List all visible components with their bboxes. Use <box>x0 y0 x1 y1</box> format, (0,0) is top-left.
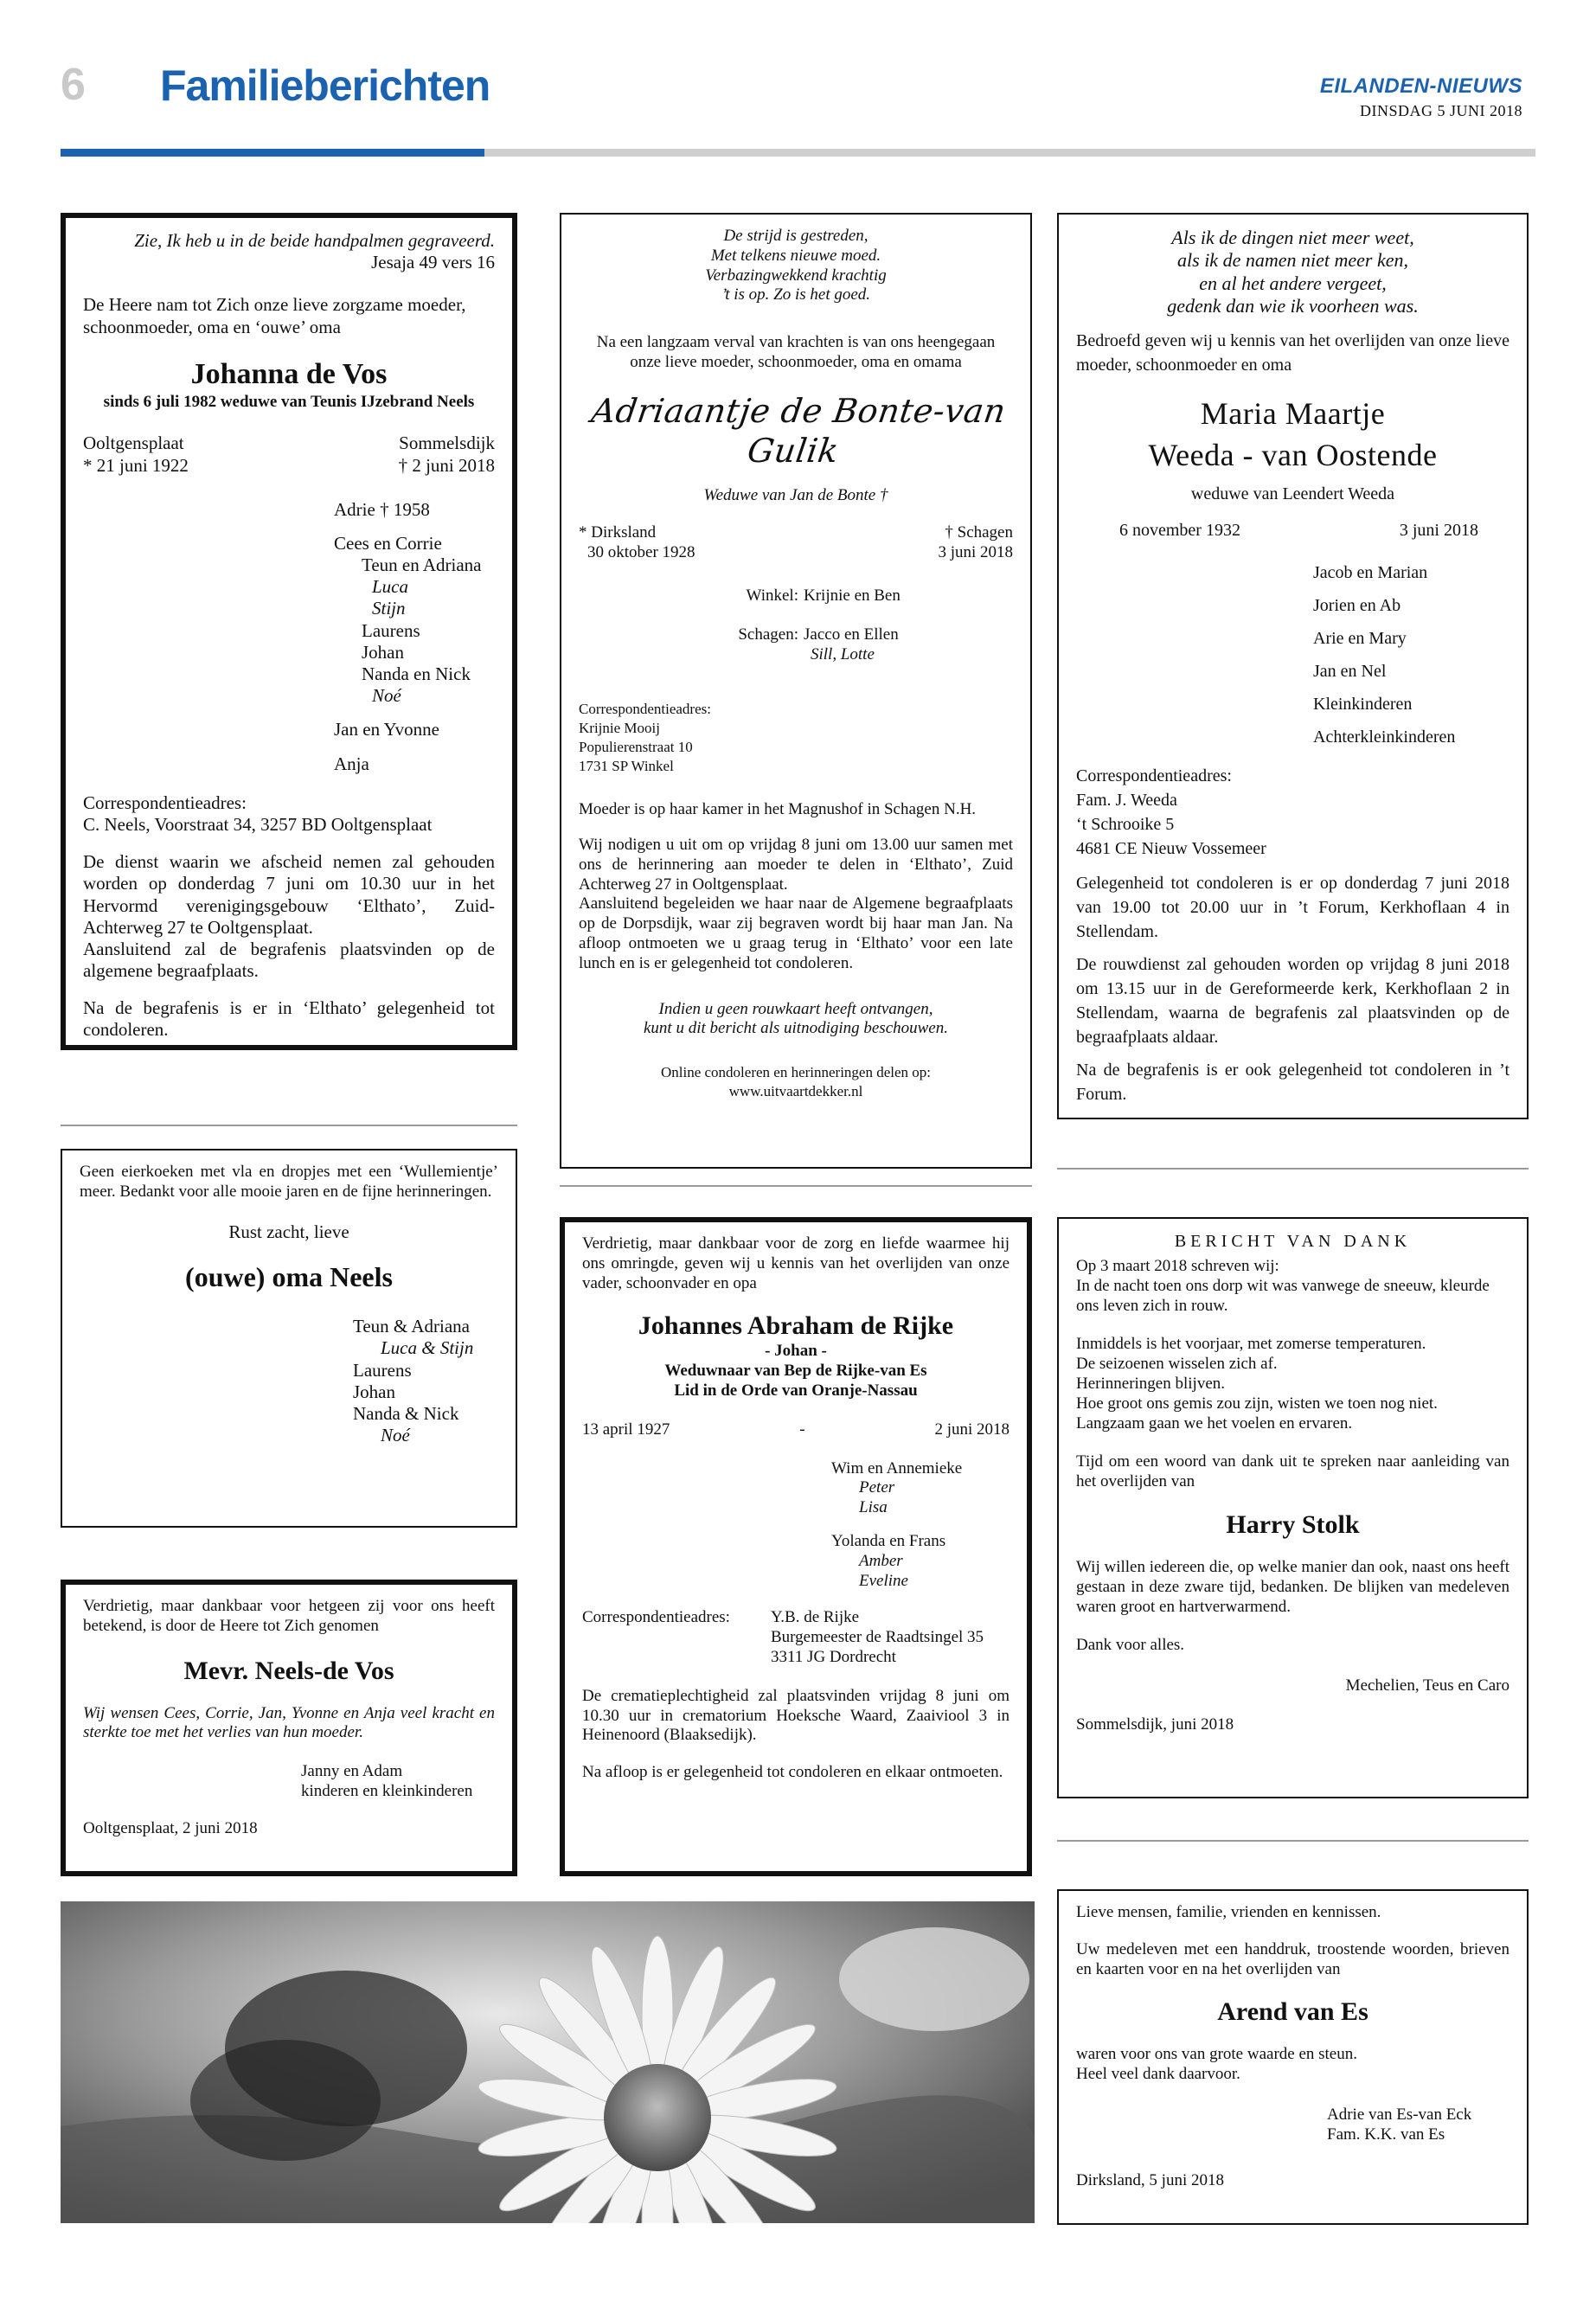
signature: Adrie van Es-van Eck <box>1327 2105 1472 2124</box>
correspondence-line: Fam. J. Weeda <box>1076 790 1177 810</box>
message-line: Herinneringen blijven. <box>1076 1374 1226 1393</box>
poem-line: De strijd is gestreden, <box>723 227 869 245</box>
deceased-name: Harry Stolk <box>1226 1509 1360 1539</box>
death-notice-johanna-de-vos <box>61 213 517 1050</box>
family-member: Yolanda en Frans <box>831 1531 946 1550</box>
message-line: Inmiddels is het voorjaar, met zomerse temperaturen. <box>1076 1335 1426 1354</box>
family-member: Sill, Lotte <box>811 644 875 663</box>
burial-info: Aansluitend begeleiden we haar naar de Algemene begraafplaats op de Dorpsdijk, waar zij begraven wordt bij haar man Jan. Na afloop ontmoeten we u graag terug in ‘Elthato’ voor een late lunch en is er gelegenheid tot condoleren. <box>579 894 1013 972</box>
message-line: Tijd om een woord van dank uit te spreken naar aanleiding van het overlijden van <box>1076 1452 1509 1491</box>
deceased-name: (ouwe) oma Neels <box>185 1260 393 1292</box>
farewell-oma-neels <box>61 1149 517 1528</box>
deceased-nickname: - Johan - <box>765 1342 827 1361</box>
card-note: Indien u geen rouwkaart heeft ontvangen, <box>658 999 933 1018</box>
correspondence-line: 1731 SP Winkel <box>579 758 674 775</box>
death-date: 3 juni 2018 <box>938 542 1013 561</box>
column-separator <box>1057 1168 1529 1170</box>
condolence-info: Na de begrafenis is er in ‘Elthato’ gelegenheid tot condoleren. <box>83 997 495 1041</box>
family-member: Achterkleinkinderen <box>1313 727 1456 747</box>
message-line: Heel veel dank daarvoor. <box>1076 2065 1240 2084</box>
message-text: Geen eierkoeken met vla en dropjes met een ‘Wullemientje’ meer. Bedankt voor alle mooie jaren en de fijne herinneringen. <box>80 1163 498 1201</box>
death-date: † 2 juni 2018 <box>398 454 495 476</box>
poem-line: als ik de namen niet meer ken, <box>1177 249 1408 272</box>
poem-line: Verbazingwekkend krachtig <box>705 266 887 285</box>
death-notice-mevr-neels <box>61 1580 517 1876</box>
burial-info: Aansluitend zal de begrafenis plaatsvinden op de algemene begraafplaats. <box>83 938 495 982</box>
notice-title: BERICHT VAN DANK <box>1174 1232 1412 1251</box>
family-member: Amber <box>859 1551 903 1570</box>
service-info: De dienst waarin we afscheid nemen zal gehouden worden op donderdag 7 juni om 10.30 uur in het Hervormd verenigingsgebouw ‘Elthato’, Zuid-Achterweg 27 te Ooltgensplaat. <box>83 851 495 938</box>
newspaper-logo[interactable]: EILANDEN-NIEUWS <box>1319 74 1522 98</box>
thank-you-arend-van-es <box>1057 1889 1529 2225</box>
poem-line: gedenk dan wie ik voorheen was. <box>1167 295 1419 317</box>
death-place: † Schagen <box>945 522 1013 542</box>
poem-line: ’t is op. Zo is het goed. <box>721 285 871 304</box>
death-notice-adriaantje-de-bonte <box>560 213 1032 1169</box>
column-separator <box>61 1125 517 1126</box>
birth-place: Ooltgensplaat <box>83 433 184 454</box>
deceased-name: Mevr. Neels-de Vos <box>183 1656 394 1685</box>
birth-place: * Dirksland <box>579 522 657 542</box>
intro-text: Verdrietig, maar dankbaar voor de zorg en liefde waarmee hij ons omringde, geven wij u kennis van het overlijden van onze vader, schoonvader en opa <box>582 1234 1010 1292</box>
intro-text: onze lieve moeder, schoonmoeder, oma en omama <box>630 352 962 371</box>
family-member: Nanda & Nick <box>353 1402 459 1424</box>
intro-text: Na een langzaam verval van krachten is van ons heengegaan <box>596 333 996 352</box>
section-title: Familieberichten <box>160 61 490 110</box>
family-member: Noé <box>381 1425 410 1446</box>
family-list <box>579 586 1013 664</box>
message-line: Hoe groot ons gemis zou zijn, wisten we toen nog niet. <box>1076 1394 1438 1413</box>
poem-line: en al het andere vergeet, <box>1199 272 1387 294</box>
condolence-website-link[interactable]: www.uitvaartdekker.nl <box>728 1083 863 1100</box>
birth-date: 6 november 1932 <box>1119 520 1240 540</box>
widow-of: weduwe van Leendert Weeda <box>1190 484 1395 503</box>
family-place: Schagen: <box>738 625 798 644</box>
daisy-photo <box>61 1901 1035 2223</box>
family-member: Jan en Yvonne <box>334 719 439 740</box>
place-date: Sommelsdijk, juni 2018 <box>1076 1715 1234 1734</box>
signature: kinderen en kleinkinderen <box>301 1781 473 1800</box>
correspondence-line: 3311 JG Dordrecht <box>771 1647 896 1666</box>
message-line: Langzaam gaan we het voelen en ervaren. <box>1076 1413 1353 1433</box>
invitation-info: Wij nodigen u uit om op vrijdag 8 juni om 13.00 uur samen met ons de herinnering aan moeder te delen in ‘Elthato’, Zuid Achterweg 27 in Ooltgensplaat. <box>579 835 1013 894</box>
correspondence-address: C. Neels, Voorstraat 34, 3257 BD Ooltgensplaat <box>83 813 433 835</box>
family-member: Arie en Mary <box>1313 628 1407 648</box>
thanks-text: Wij willen iedereen die, op welke manier dan ook, naast ons heeft gestaan in deze zware tijd, bedanken. De blijken van medeleven waren groot en hartverwarmend. <box>1076 1557 1509 1616</box>
intro-text: Bedroefd geven wij u kennis van het overlijden van onze lieve moeder, schoonmoeder en oma <box>1076 330 1509 375</box>
family-member: Luca <box>372 576 408 598</box>
family-member: Jacob en Marian <box>1313 562 1428 582</box>
family-list <box>831 1459 1010 1592</box>
correspondence-line: ‘t Schrooike 5 <box>1076 814 1175 834</box>
grandchildren-list <box>353 1316 498 1446</box>
issue-date: DINSDAG 5 JUNI 2018 <box>1360 102 1522 119</box>
death-date: 3 juni 2018 <box>1399 520 1478 540</box>
family-member: Jan en Nel <box>1313 661 1387 681</box>
deceased-name: Johanna de Vos <box>190 357 388 390</box>
bible-verse: Zie, Ik heb u in de beide handpalmen gegraveerd. <box>134 230 495 251</box>
condolence-info: Gelegenheid tot condoleren is er op donderdag 7 juni 2018 van 19.00 tot 20.00 uur in ’t Forum, Kerkhoflaan 4 in Stellendam. <box>1076 873 1509 941</box>
signature: Janny en Adam <box>301 1762 403 1781</box>
header-rule-accent <box>61 149 484 157</box>
birth-date: 30 oktober 1928 <box>587 542 695 561</box>
death-date: 2 juni 2018 <box>934 1420 1010 1439</box>
family-member: Peter <box>859 1478 895 1497</box>
family-member: Adrie † 1958 <box>334 498 430 520</box>
message-line: waren voor ons van grote waarde en steun. <box>1076 2045 1357 2064</box>
family-member: Stijn <box>372 598 406 619</box>
column-separator <box>560 1185 1032 1187</box>
correspondence-label: Correspondentieadres: <box>1076 766 1232 785</box>
cremation-info: De crematieplechtigheid zal plaatsvinden vrijdag 8 juni om 10.30 uur in crematorium Hoeksche Waard, Zaaiviool 3 in Heinenoord (Blaaksedijk). <box>582 1686 1010 1745</box>
intro-text: Verdrietig, maar dankbaar voor hetgeen zij voor ons heeft betekend, is door de Heere tot Zich genomen <box>83 1597 495 1635</box>
daisy-flower-icon <box>61 1901 1035 2223</box>
family-member: Nanda en Nick <box>362 663 471 685</box>
family-place: Winkel: <box>746 586 798 606</box>
honour: Lid in de Orde van Oranje-Nassau <box>674 1381 918 1400</box>
family-member: Laurens <box>353 1359 412 1381</box>
family-member: Anja <box>334 753 369 774</box>
message-line: De seizoenen wisselen zich af. <box>1076 1355 1278 1374</box>
correspondence-label: Correspondentieadres: <box>579 700 711 717</box>
page-number: 6 <box>61 60 86 110</box>
family-member: Eveline <box>859 1571 908 1590</box>
correspondence-line: Krijnie Mooij <box>579 719 660 736</box>
card-note: kunt u dit bericht als uitnodiging beschouwen. <box>644 1019 948 1038</box>
signature: Mechelien, Teus en Caro <box>1345 1676 1509 1695</box>
place-date: Ooltgensplaat, 2 juni 2018 <box>83 1818 258 1837</box>
signature: Fam. K.K. van Es <box>1327 2125 1445 2144</box>
column-separator <box>1057 1840 1529 1842</box>
correspondence-line: Populierenstraat 10 <box>579 738 693 755</box>
family-member: Jacco en Ellen <box>804 625 899 644</box>
thanks-all: Dank voor alles. <box>1076 1636 1185 1655</box>
correspondence-label: Correspondentieadres: <box>83 792 247 813</box>
death-place: Sommelsdijk <box>399 433 495 454</box>
family-member: Johan <box>353 1381 395 1402</box>
birth-date: 13 april 1927 <box>582 1420 670 1439</box>
deceased-subtitle: sinds 6 juli 1982 weduwe van Teunis IJzebrand Neels <box>103 392 475 411</box>
deceased-name: Weeda - van Oostende <box>1148 438 1438 473</box>
after-info: Na afloop is er gelegenheid tot condoleren en elkaar ontmoeten. <box>582 1763 1003 1782</box>
family-member: Luca & Stijn <box>381 1337 474 1359</box>
wish-text: Wij wensen Cees, Corrie, Jan, Yvonne en Anja veel kracht en sterkte toe met het verlies van hun moeder. <box>83 1703 495 1742</box>
bible-reference: Jesaja 49 vers 16 <box>371 252 495 273</box>
death-notice-maria-weeda <box>1057 213 1529 1119</box>
after-info: Na de begrafenis is er ook gelegenheid tot condoleren in ’t Forum. <box>1076 1060 1509 1104</box>
birth-date: * 21 juni 1922 <box>83 454 189 476</box>
deceased-name: Adriaantje de Bonte-van Gulik <box>589 391 1009 470</box>
family-list <box>334 499 495 775</box>
widower-of: Weduwnaar van Bep de Rijke-van Es <box>664 1362 927 1381</box>
family-member: Noé <box>372 685 401 707</box>
family-member: Teun en Adriana <box>362 554 482 576</box>
greeting: Lieve mensen, familie, vrienden en kennissen. <box>1076 1903 1381 1921</box>
correspondence-label: Correspondentieadres: <box>582 1608 730 1627</box>
rest-text: Rust zacht, lieve <box>228 1221 349 1242</box>
correspondence-line: Burgemeester de Raadtsingel 35 <box>771 1628 984 1647</box>
family-member: Krijnie en Ben <box>804 586 901 606</box>
family-member: Wim en Annemieke <box>831 1458 963 1477</box>
family-member: Teun & Adriana <box>353 1316 470 1337</box>
thank-you-harry-stolk <box>1057 1217 1529 1798</box>
viewing-info: Moeder is op haar kamer in het Magnushof in Schagen N.H. <box>579 800 977 819</box>
correspondence-line: 4681 CE Nieuw Vossemeer <box>1076 838 1266 858</box>
correspondence-line: Y.B. de Rijke <box>771 1608 860 1627</box>
deceased-name: Arend van Es <box>1217 1997 1368 2027</box>
widow-of: Weduwe van Jan de Bonte † <box>703 485 888 504</box>
deceased-name: Maria Maartje <box>1200 395 1386 431</box>
intro-text: De Heere nam tot Zich onze lieve zorgzame moeder, schoonmoeder, oma en ‘ouwe’ oma <box>83 294 466 337</box>
message-line: In de nacht toen ons dorp wit was vanwege de sneeuw, kleurde ons leven zich in rouw. <box>1076 1276 1490 1315</box>
family-member: Johan <box>362 641 404 663</box>
poem-line: Als ik de dingen niet meer weet, <box>1171 227 1414 248</box>
date-separator: - <box>799 1420 805 1439</box>
death-notice-johannes-de-rijke <box>560 1217 1032 1876</box>
online-condolence-label: Online condoleren en herinneringen delen op: <box>660 1064 932 1081</box>
place-date: Dirksland, 5 juni 2018 <box>1076 2170 1224 2189</box>
family-member: Kleinkinderen <box>1313 694 1413 714</box>
family-list <box>1313 556 1509 753</box>
poem-line: Met telkens nieuwe moed. <box>710 246 881 265</box>
service-info: De rouwdienst zal gehouden worden op vrijdag 8 juni 2018 om 13.15 uur in de Gereformeerde kerk, Kerkhoflaan 2 in Stellendam, waarna de begrafenis zal plaatsvinden op de begraafplaats aldaar. <box>1076 954 1509 1047</box>
intro-text: Uw medeleven met een handdruk, troostende woorden, brieven en kaarten voor en na het overlijden van <box>1076 1939 1509 1978</box>
family-member: Lisa <box>859 1498 888 1517</box>
family-member: Laurens <box>362 619 420 641</box>
deceased-name: Johannes Abraham de Rijke <box>638 1311 954 1341</box>
family-member: Jorien en Ab <box>1313 595 1401 615</box>
message-line: Op 3 maart 2018 schreven wij: <box>1076 1257 1279 1275</box>
family-member: Cees en Corrie <box>334 532 442 554</box>
